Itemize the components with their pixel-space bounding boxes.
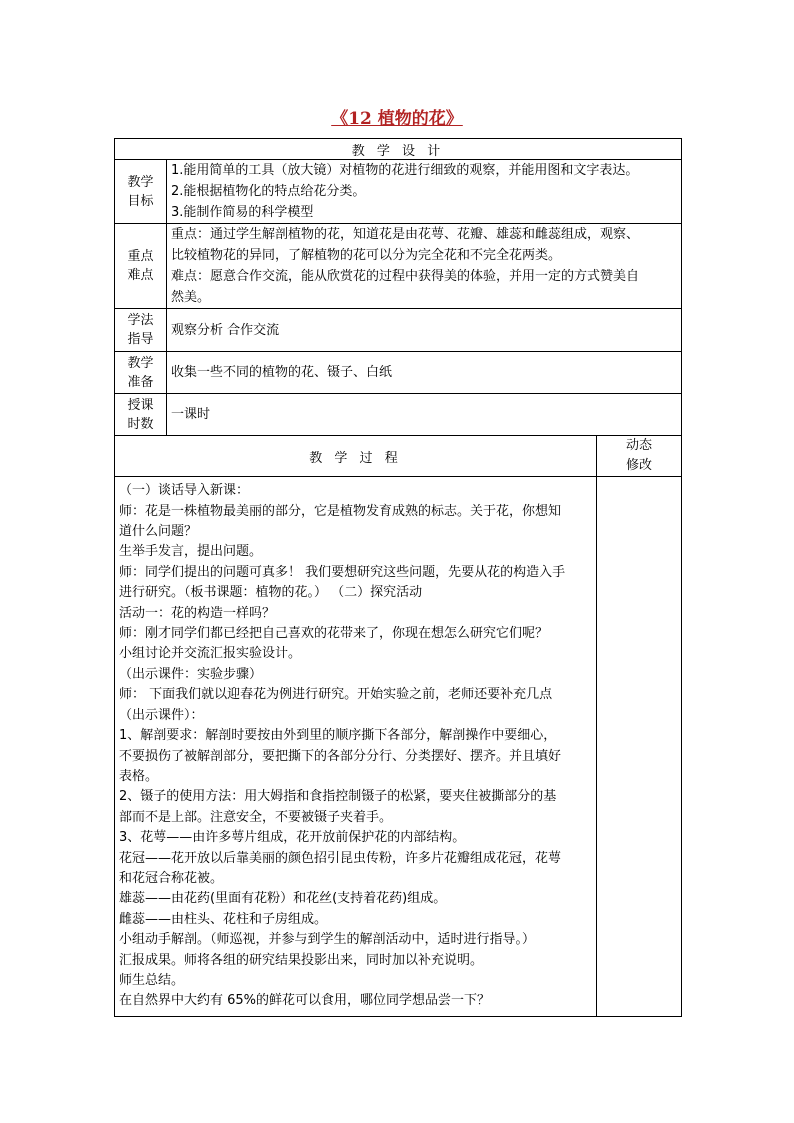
process-line: 在自然界中大约有 65%的鲜花可以食用，哪位同学想品尝一下？ [119, 993, 491, 1009]
process-line: 道什么问题？ [119, 524, 198, 540]
dynamic-revision-header: 动态 修改 [597, 436, 682, 477]
process-content [115, 477, 597, 1017]
process-line: 1、解剖要求：解剖时要按由外到里的顺序撕下各部分，解剖操作中要细心， [119, 728, 557, 744]
process-line: 雄蕊——由花药(里面有花粉）和花丝(支持着花药)组成。 [119, 891, 447, 907]
process-header: 教 学 过 程 [115, 436, 597, 477]
process-line: 和花冠合称花被。 [119, 870, 224, 886]
process-line: 花冠——花开放以后靠美丽的颜色招引昆虫传粉，许多片花瓣组成花冠，花萼 [119, 850, 562, 866]
process-line: 活动一：花的构造一样吗？ [119, 605, 276, 621]
process-line: 生举手发言，提出问题。 [119, 544, 263, 560]
process-line: 表格。 [119, 768, 159, 784]
hours-content: 一课时 [167, 394, 682, 436]
process-line: 师：花是一株植物最美丽的部分，它是植物发育成熟的标志。关于花，你想知 [119, 503, 562, 519]
preparation-label: 教学 准备 [115, 352, 167, 394]
process-line: 小组动手解剖。（师巡视，并参与到学生的解剖活动中，适时进行指导。） [119, 932, 536, 948]
key-points-label: 重点 难点 [115, 224, 167, 309]
process-line: 2、镊子的使用方法：用大姆指和食指控制镊子的松紧，要夹住被撕部分的基 [119, 789, 557, 805]
process-line: （出示课件：实验步骤） [119, 666, 263, 682]
hours-label: 授课 时数 [115, 394, 167, 436]
method-label: 学法 指导 [115, 309, 167, 352]
process-line: 小组讨论并交流汇报实验设计。 [119, 646, 302, 662]
lesson-plan-table [114, 138, 682, 1017]
process-line: 师生总结。 [119, 972, 185, 988]
process-line: （一）谈话导入新课： [119, 483, 250, 499]
process-line: 师：刚才同学们都已经把自己喜欢的花带来了，你现在想怎么研究它们呢？ [119, 626, 549, 642]
key-points-content: 重点：通过学生解剖植物的花，知道花是由花萼、花瓣、雄蕊和雌蕊组成，观察、 比较植物花的异同，了解植物的花可以分为完全花和不完全花两类。 难点：愿意合作交流，能从欣赏花的过程中获得美的体验，并用一定的方式赞美自 然美。 [167, 224, 682, 309]
objectives-label: 教学 目标 [115, 160, 167, 224]
process-line: 部而不是上部。注意安全，不要被镊子夹着手。 [119, 809, 393, 825]
process-line: 不要损伤了被解剖部分，要把撕下的各部分分行、分类摆好、摆齐。并且填好 [119, 748, 562, 764]
process-line: （出示课件）： [119, 707, 204, 723]
process-line: 师： 下面我们就以迎春花为例进行研究。开始实验之前，老师还要补充几点 [119, 687, 553, 703]
process-line: 3、花萼——由许多萼片组成，花开放前保护花的内部结构。 [119, 830, 466, 846]
process-line: 汇报成果。师将各组的研究结果投影出来，同时加以补充说明。 [119, 952, 484, 968]
design-header: 教 学 设 计 [115, 139, 682, 160]
method-content: 观察分析 合作交流 [167, 309, 682, 352]
process-line: 师：同学们提出的问题可真多！ 我们要想研究这些问题，先要从花的构造入手 [119, 564, 566, 580]
preparation-content: 收集一些不同的植物的花、镊子、白纸 [167, 352, 682, 394]
process-line: 雌蕊——由柱头、花柱和子房组成。 [119, 911, 328, 927]
process-line: 进行研究。（板书课题：植物的花。） （二）探究活动 [119, 585, 423, 601]
objectives-content: 1.能用简单的工具（放大镜）对植物的花进行细致的观察，并能用图和文字表达。 2.能根据植物化的特点给花分类。 3.能制作简易的科学模型 [167, 160, 682, 224]
dynamic-revision-cell [597, 477, 682, 1017]
document-title: 《12 植物的花》 [331, 109, 463, 129]
